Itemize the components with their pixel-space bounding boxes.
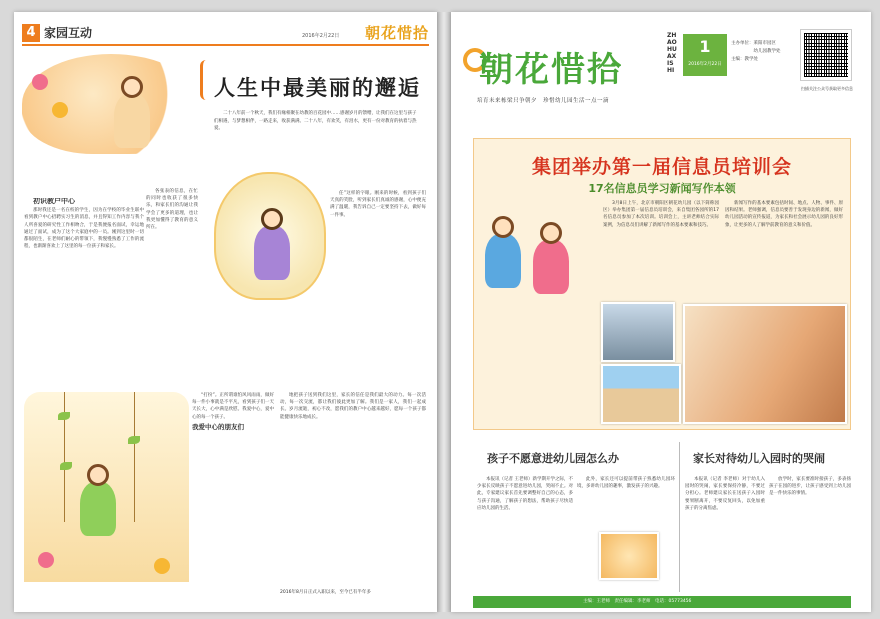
fairy-illustration (254, 226, 290, 280)
girl-illustration (114, 94, 150, 148)
column-subhead: 初识教户中心 (33, 198, 75, 205)
page-gutter (437, 12, 451, 612)
article-column-4 (192, 392, 274, 524)
masthead-logo: 朝花惜拾 (479, 50, 623, 90)
left-page-footer: 2016年8月日正式入职以来，至今已有半年多 (280, 590, 371, 595)
flower-icon (32, 74, 48, 90)
column-text: 此外，家长还可以提前带孩子熟悉幼儿园环境，多讲幼儿园的趣事，激发孩子的兴趣。 (577, 477, 675, 490)
article-column-3 (330, 190, 426, 306)
flower-icon (154, 558, 170, 574)
main-article-column-2 (725, 200, 843, 302)
leaf-icon (58, 412, 70, 420)
column-text: “打扮”。正所谓谁怕风风雨雨，做好每一件小事就是不平凡，看到孩子们一天天长大，心中满是欣慰。我爱中心，爱中心的每一个孩子。 (192, 393, 274, 420)
left-page (14, 12, 437, 612)
column-divider (679, 442, 680, 592)
swing-illustration (24, 392, 189, 582)
story-left-column-1 (477, 476, 573, 594)
column-text: 各张表的信息，在忙的同时也收获了很多快乐，和家长们的沟通让我学会了更多的道理，也让我更加懂得了教育的意义所在。 (146, 189, 198, 231)
issue-box (683, 34, 727, 76)
kid-head (492, 216, 514, 238)
kid-illustration (485, 234, 521, 288)
kid-head (540, 222, 562, 244)
girl-on-swing-illustration (80, 482, 116, 536)
child-cartoon-photo (599, 532, 659, 580)
story-right-column-1 (685, 476, 765, 594)
column-text: 放学时，家长要准时接孩子，多表扬孩子在园的进步，让孩子感受到上幼儿园是一件快乐的事情。 (769, 477, 851, 497)
meta-line: 幼儿园教学处 (731, 49, 781, 54)
right-page (451, 12, 871, 612)
header-logo: 朝花惜拾 (364, 24, 429, 42)
heart-illustration (214, 172, 326, 300)
column-text: 地把孩子送到我们这里，家长的信任是我们最大的动力。每一次活动，每一次交流，都让我们彼此更加了解。我们是一家人，我们一起成长。岁月流逝，初心不改，愿我们的教户中心越来越好，愿每一个孩子都能健康快乐地成长。 (280, 393, 426, 420)
article-column-2 (146, 188, 198, 388)
mother-child-photo (683, 304, 847, 424)
right-page-footer: 主编：王老师 责任编辑：李老师 电话：05773456 (473, 596, 851, 608)
column-text: 3月8日上午，北京市朝阳区朝花幼儿园（以下简称园区）举办集团第一届信息员培训会，来自集团各园所的17名信息员参加了本次培训。培训会上，主讲老师结合实际案例，为信息员们讲解了新闻写作的基本要素和技巧。 (603, 201, 719, 228)
article-column-5 (280, 392, 426, 584)
girl-on-swing-head (87, 464, 109, 486)
issue-number: 1 (699, 37, 711, 56)
swing-rope (134, 392, 135, 522)
title-flourish (200, 60, 212, 100)
meta-line: 主编：教学处 (731, 57, 758, 62)
kids-cartoon-illustration (475, 204, 599, 304)
column-text: 任”这样的字眼。刚来的时候，看到孩子们天真的笑脸，听到家长们真诚的感谢，心中便充满了温暖，我告诉自己一定要坚持下去，做好每一件事。 (330, 191, 426, 218)
fairy-head-illustration (261, 208, 283, 230)
story-title-right: 家长对待幼儿入园时的哭闹 (693, 452, 825, 465)
kindergarten-building-photo (601, 364, 681, 424)
article-title: 人生中最美丽的邂逅 (214, 76, 421, 100)
main-article-column-1 (603, 200, 719, 300)
issue-date: 2016年2月22日 (302, 33, 340, 39)
column-subhead: 我爱中心的朋友们 (192, 422, 244, 431)
qr-caption: 扫描关注公众号获取更多信息 (801, 86, 853, 91)
issue-date: 2016年2月22日 (688, 62, 722, 67)
meta-line: 主办单位：莱阳市园区 (731, 41, 776, 46)
column-text: 本报讯（记者 李老师）对于幼儿入园时的哭闹，家长要保持冷静，不要过分担心。老师建议家长在送孩子入园时要果断离开，不要反复回头，以免加重孩子的分离焦虑。 (685, 477, 765, 511)
training-photo (601, 302, 675, 362)
hero-illustration (22, 54, 200, 154)
masthead-meta (731, 40, 781, 64)
column-text: 本报讯（记者 王老师）新学期开学之际，不少家长反映孩子不愿意进幼儿园，哭闹不止。对此，专家建议家长首先要调整好自己的心态，多与孩子沟通，了解孩子的想法，帮助孩子尽快适应幼儿园的生活。 (477, 477, 573, 511)
column-text: 那时我还是一名在校的学生，因为在学校的毕业生联中看到教户中心招聘实习生的消息，并且得知工作内容与我个人所喜爱的研究性工作相吻合，于是我便报名面试，幸运地通过了面试，成为了这个大家庭中的一员。刚到这里时一切都很陌生，在老师们耐心的带领下，我慢慢熟悉了工作的流程，也渐渐喜欢上了这里的每一位孩子和家长。 (24, 208, 144, 250)
qr-code (801, 30, 851, 80)
flower-icon (52, 102, 68, 118)
masthead-slogan: 培育未来栋梁只争朝夕 珍惜幼儿园生活一点一滴 (477, 98, 610, 104)
story-title-left: 孩子不愿意进幼儿园怎么办 (487, 452, 619, 465)
article-column-1 (24, 198, 144, 386)
flower-icon (38, 552, 54, 568)
page-number: 4 (22, 24, 40, 42)
left-page-header (22, 22, 429, 46)
story-right-column-2 (769, 476, 851, 594)
section-title: 家园互动 (44, 26, 93, 40)
masthead-vertical-title: ZHAOHUAXISHI (667, 32, 677, 74)
leaf-icon (60, 462, 72, 470)
main-subheadline: 17名信息员学习新闻写作本领 (588, 182, 736, 195)
leaf-icon (128, 436, 140, 444)
girl-head-illustration (121, 76, 143, 98)
article-intro: 二十八年前一个秋天，我们有缘相聚在幼教的百花园中……感谢岁月的馈赠，让我们在这里与孩子们相遇，与梦想相伴，一路走来，收获满满。二十八年，有欢笑，有泪水，更有一份对教育的执着与热爱。 (214, 111, 417, 131)
column-text: 新闻写作的基本要素包括时间、地点、人物、事件、原因和结果。老师强调，信息员要善于发现身边的新闻，做好幼儿园活动的宣传报道，为家长和社会展示幼儿园的良好形象，让更多的人了解学前教育的意义和价值。 (725, 201, 843, 228)
kid-illustration (533, 240, 569, 294)
main-headline: 集团举办第一届信息员培训会 (531, 156, 792, 178)
